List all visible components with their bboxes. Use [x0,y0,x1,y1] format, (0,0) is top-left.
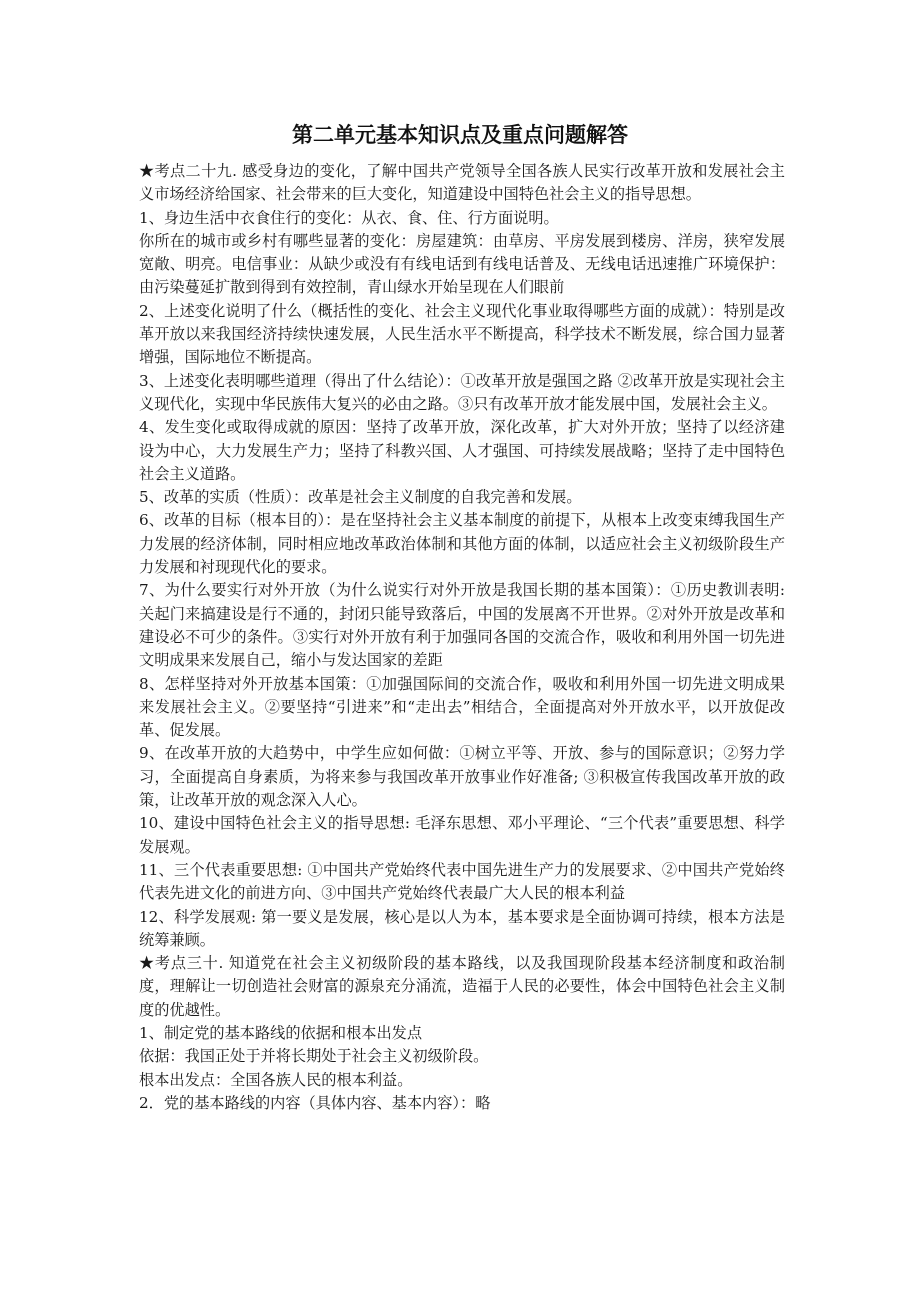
paragraph-item-10: 10、建设中国特色社会主义的指导思想: 毛泽东思想、邓小平理论、“三个代表”重要思想、科学发展观。 [139,814,785,856]
paragraph-exam-point-29: ★考点二十九. 感受身边的变化，了解中国共产党领导全国各族人民实行改革开放和发展社会主义市场经济给国家、社会带来的巨大变化，知道建设中国特色社会主义的指导思想。 [139,162,785,204]
paragraph-item-12: 12、科学发展观: 第一要义是发展，核心是以人为本，基本要求是全面协调可持续，根本方法是统筹兼顾。 [139,907,785,949]
paragraph-item-1: 1、身边生活中衣食住行的变化：从衣、食、住、行方面说明。 [139,208,559,227]
paragraph-item-3: 3、上述变化表明哪些道理（得出了什么结论）：①改革开放是强国之路 ②改革开放是实现社会主义现代化，实现中华民族伟大复兴的必由之路。③只有改革开放才能发展中国，发展社会主义。 [139,371,785,413]
paragraph-basic-line-2: 2．党的基本路线的内容（具体内容、基本内容）：略 [139,1093,491,1112]
paragraph-starting-point: 根本出发点：全国各族人民的根本利益。 [139,1070,413,1089]
paragraph-item-2: 2、上述变化说明了什么（概括性的变化、社会主义现代化事业取得哪些方面的成就）：特别是改革开放以来我国经济持续快速发展，人民生活水平不断提高，科学技术不断发展，综合国力显著增强，国际地位不断提高。 [139,301,785,367]
paragraph-exam-point-30: ★考点三十. 知道党在社会主义初级阶段的基本路线，以及我国现阶段基本经济制度和政治制度，理解让一切创造社会财富的源泉充分涌流，造福于人民的必要性，体会中国特色社会主义制度的优越性。 [139,954,785,1019]
document-title: 第二单元基本知识点及重点问题解答 [292,123,628,147]
paragraph-item-7: 7、为什么要实行对外开放（为什么说实行对外开放是我国长期的基本国策）：①历史教训表明: 关起门来搞建设是行不通的，封闭只能导致落后，中国的发展离不开世界。②对外开放是改革和建设必不可少的条件。③实行对外开放有利于加强同各国的交流合作，吸收和利用外国一切先进文明成果来发展自己，缩小与发达国家的差距 [139,581,785,670]
paragraph-item-8: 8、怎样坚持对外开放基本国策：①加强国际间的交流合作，吸收和利用外国一切先进文明成果来发展社会主义。②要坚持“引进来”和“走出去”相结合，全面提高对外开放水平，以开放促改革、促发展。 [139,674,785,740]
paragraph-item-6: 6、改革的目标（根本目的）：是在坚持社会主义基本制度的前提下，从根本上改变束缚我国生产力发展的经济体制，同时相应地改革政治体制和其他方面的体制，以适应社会主义初级阶段生产力发展和衬现现代化的要求。 [139,511,785,577]
paragraph-basic-line-1: 1、制定党的基本路线的依据和根本出发点 [139,1023,423,1042]
paragraph-item-9: 9、在改革开放的大趋势中，中学生应如何做：①树立平等、开放、参与的国际意识；②努力学习，全面提高自身素质，为将来参与我国改革开放事业作好准备; ③积极宣传我国改革开放的政策，让改革开放的观念深入人心。 [139,744,785,810]
paragraph-item-11: 11、三个代表重要思想: ①中国共产党始终代表中国先进生产力的发展要求、②中国共产党始终代表先进文化的前进方向、③中国共产党始终代表最广大人民的根本利益 [139,860,785,903]
document-body [139,160,785,1115]
paragraph-city-changes: 你所在的城市或乡村有哪些显著的变化：房屋建筑：由草房、平房发展到楼房、洋房，狭窄发展宽敞、明亮。电信事业：从缺少或没有有线电话到有线电话普及、无线电话迅速推广环境保护：由污染蔓延扩散到得到有效控制，青山绿水开始呈现在人们眼前 [139,231,785,297]
paragraph-basis: 依据：我国正处于并将长期处于社会主义初级阶段。 [139,1047,489,1066]
paragraph-item-5: 5、改革的实质（性质）：改革是社会主义制度的自我完善和发展。 [139,488,582,507]
paragraph-item-4: 4、发生变化或取得成就的原因：坚持了改革开放，深化改革，扩大对外开放；坚持了以经济建设为中心，大力发展生产力；坚持了科教兴国、人才强国、可持续发展战略；坚持了走中国特色社会主义道路。 [139,418,785,483]
